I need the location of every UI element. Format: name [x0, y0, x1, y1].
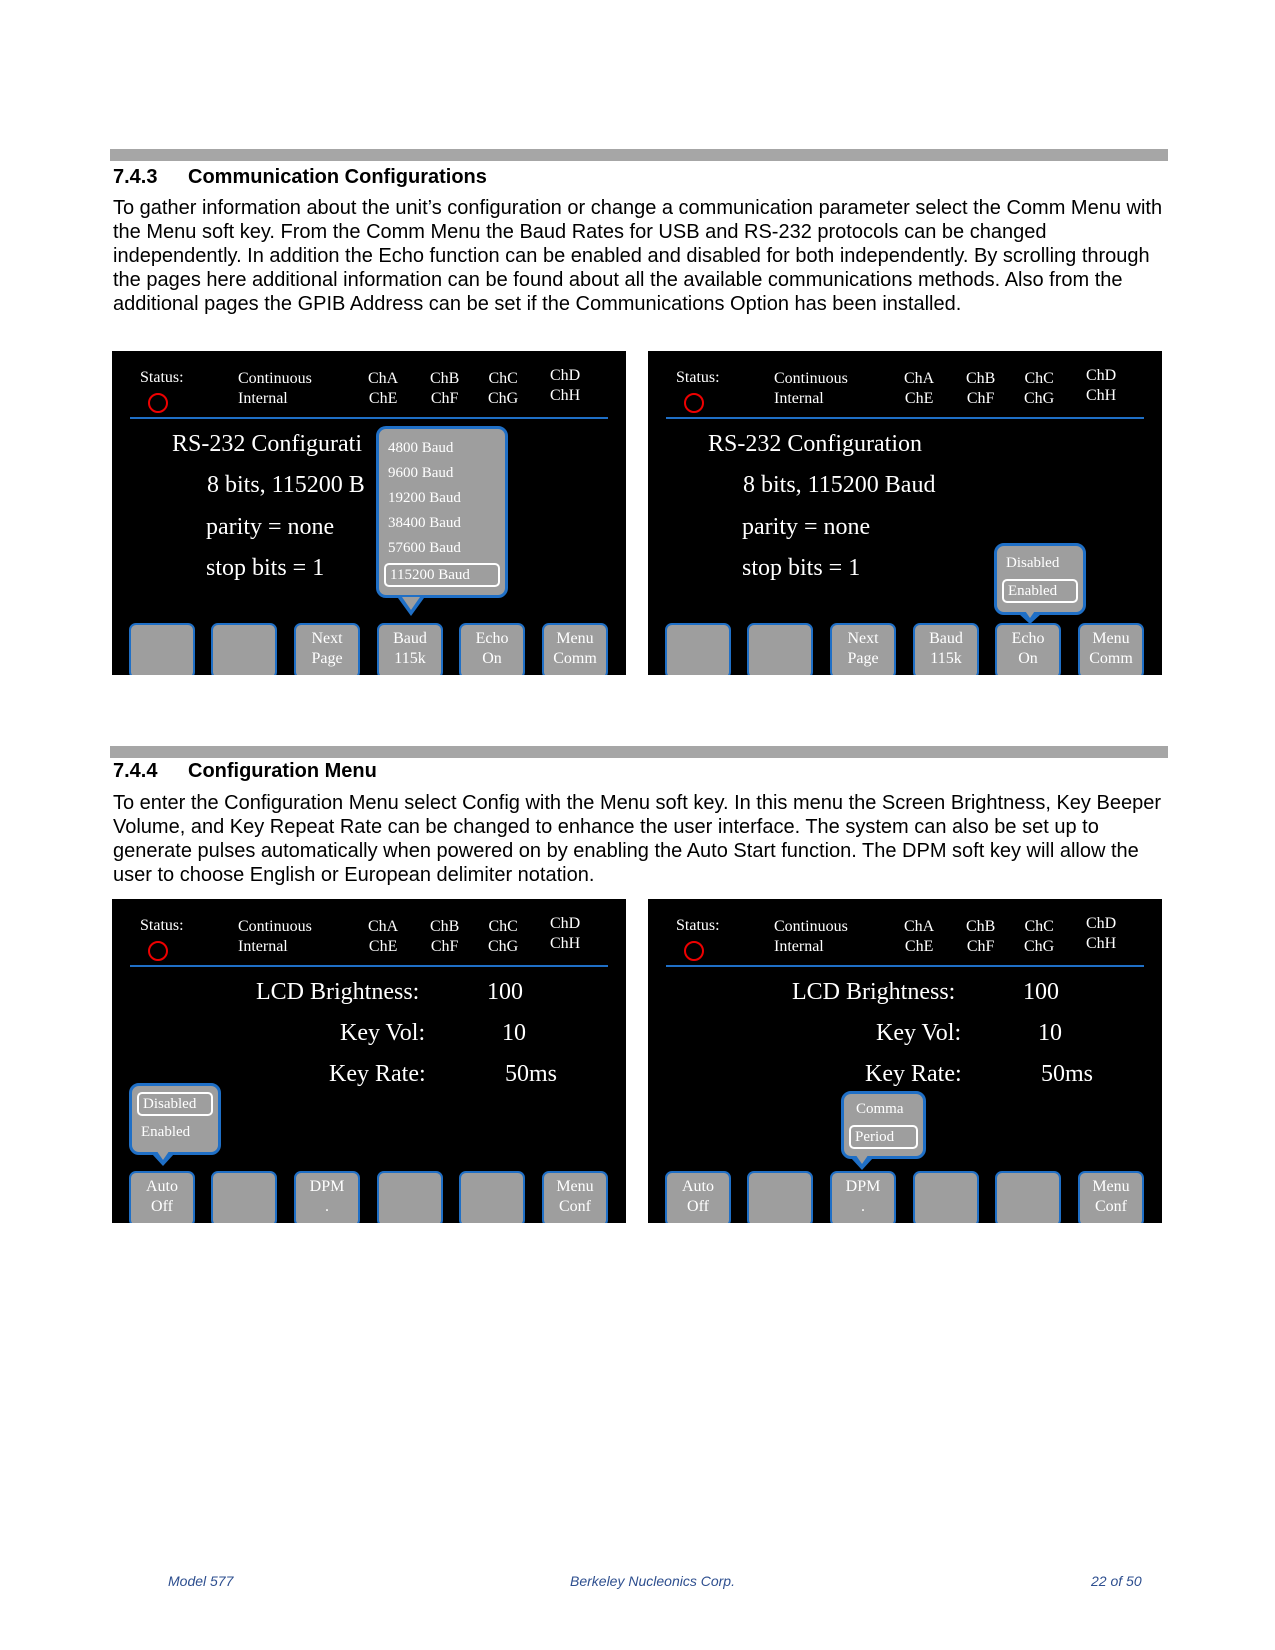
device-screen-comm-baud	[112, 351, 626, 675]
softkey-blank[interactable]	[665, 623, 731, 675]
mode-line: Continuous	[238, 918, 312, 935]
device-screen-conf-dpm	[648, 899, 1162, 1223]
key-vol-label: Key Vol:	[340, 1020, 426, 1046]
softkey-blank[interactable]	[211, 623, 277, 675]
device-screen-conf-auto	[112, 899, 626, 1223]
config-parity: parity = none	[206, 514, 335, 540]
config-title: RS-232 Configurati	[172, 431, 362, 457]
status-label: Status:	[140, 917, 184, 934]
channel-label: ChD ChH	[550, 915, 581, 952]
popup-pointer	[152, 1154, 174, 1166]
mode-line: Continuous	[238, 370, 312, 387]
popup-pointer	[851, 1158, 873, 1170]
status-indicator-icon	[148, 393, 168, 413]
softkey-echo[interactable]: Echo On	[459, 623, 525, 675]
popup-option-selected[interactable]: Period	[849, 1125, 918, 1149]
softkey-echo[interactable]: Echo On	[995, 623, 1061, 675]
softkey-menu[interactable]: Menu Conf	[1078, 1171, 1144, 1223]
channel-label: ChD ChH	[1086, 367, 1117, 404]
popup-option-selected[interactable]: Enabled	[1002, 579, 1078, 603]
popup-option-selected[interactable]: Disabled	[137, 1092, 213, 1116]
section-number: 7.4.4	[113, 760, 158, 782]
popup-option[interactable]: 57600 Baud	[388, 540, 461, 556]
softkey-auto[interactable]: Auto Off	[665, 1171, 731, 1223]
popup-option[interactable]: 38400 Baud	[388, 515, 461, 531]
softkey-blank[interactable]	[129, 623, 195, 675]
echo-popup[interactable]	[994, 543, 1086, 615]
device-screen-comm-echo	[648, 351, 1162, 675]
brightness-value: 100	[1023, 979, 1059, 1005]
softkey-blank[interactable]	[995, 1171, 1061, 1223]
key-vol-value: 10	[1038, 1020, 1062, 1046]
header-separator	[130, 965, 608, 967]
section-title: Configuration Menu	[188, 760, 377, 782]
config-stop-bits: stop bits = 1	[742, 555, 861, 581]
config-stop-bits: stop bits = 1	[206, 555, 325, 581]
softkey-blank[interactable]	[747, 1171, 813, 1223]
status-indicator-icon	[684, 941, 704, 961]
softkey-dpm[interactable]: DPM .	[830, 1171, 896, 1223]
channel-label: ChC ChG	[1024, 370, 1055, 407]
softkey-blank[interactable]	[459, 1171, 525, 1223]
run-mode	[238, 917, 312, 957]
channel-label: ChC ChG	[488, 918, 519, 955]
key-rate-value: 50ms	[1041, 1061, 1094, 1087]
section-divider	[110, 746, 1168, 758]
brightness-value: 100	[487, 979, 523, 1005]
section-body: To gather information about the unit’s configuration or change a communication parameter select the Comm Menu with the Menu soft key. From the Comm Menu the Baud Rates for USB and RS-232 protocols can be changed independently. In addition the Echo function can be enabled and disabled for both independently. By scrolling through the pages here additional information can be found about all the available communications methods. Also from the additional pages the GPIB Address can be set if the Communications Option has been installed.	[113, 197, 1163, 315]
channel-label: ChA ChE	[904, 918, 935, 955]
dpm-popup[interactable]	[841, 1091, 926, 1159]
softkey-menu[interactable]: Menu Conf	[542, 1171, 608, 1223]
popup-option[interactable]: 4800 Baud	[388, 440, 454, 456]
status-label: Status:	[676, 917, 720, 934]
mode-line: Continuous	[774, 918, 848, 935]
softkey-menu[interactable]: Menu Comm	[542, 623, 608, 675]
key-rate-label: Key Rate:	[329, 1061, 426, 1087]
brightness-label: LCD Brightness:	[792, 979, 956, 1005]
footer-model: Model 577	[168, 1573, 234, 1589]
softkey-auto[interactable]: Auto Off	[129, 1171, 195, 1223]
status-indicator-icon	[148, 941, 168, 961]
popup-option[interactable]: Disabled	[1006, 555, 1060, 571]
channel-label: ChB ChF	[966, 370, 996, 407]
softkey-baud[interactable]: Baud 115k	[377, 623, 443, 675]
channel-label: ChC ChG	[1024, 918, 1055, 955]
section-heading	[113, 166, 487, 189]
channel-label: ChA ChE	[368, 918, 399, 955]
config-title: RS-232 Configuration	[708, 431, 922, 457]
section-body: To enter the Configuration Menu select Config with the Menu soft key. In this menu the Screen Brightness, Key Beeper Volume, and Key Repeat Rate can be changed to enhance the user interface. The system can also be set up to generate pulses automatically when powered on by enabling the Auto Start function. The DPM soft key will allow the user to choose English or European delimiter notation.	[113, 792, 1161, 886]
softkey-blank[interactable]	[377, 1171, 443, 1223]
section-number: 7.4.3	[113, 166, 158, 188]
softkey-next-page[interactable]: Next Page	[294, 623, 360, 675]
baud-rate-popup[interactable]	[376, 426, 508, 598]
clock-line: Internal	[238, 390, 288, 407]
header-separator	[130, 417, 608, 419]
footer-page-number: 22 of 50	[1091, 1573, 1142, 1589]
softkey-blank[interactable]	[747, 623, 813, 675]
channel-label: ChC ChG	[488, 370, 519, 407]
key-vol-label: Key Vol:	[876, 1020, 962, 1046]
mode-line: Continuous	[774, 370, 848, 387]
status-label: Status:	[140, 369, 184, 386]
popup-option[interactable]: 19200 Baud	[388, 490, 461, 506]
status-indicator-icon	[684, 393, 704, 413]
channel-label: ChD ChH	[550, 367, 581, 404]
section-heading	[113, 760, 377, 783]
channel-label: ChB ChF	[430, 918, 460, 955]
softkey-blank[interactable]	[211, 1171, 277, 1223]
run-mode	[774, 369, 848, 409]
section-divider	[110, 149, 1168, 161]
header-separator	[666, 965, 1144, 967]
status-label: Status:	[676, 369, 720, 386]
softkey-menu[interactable]: Menu Comm	[1078, 623, 1144, 675]
softkey-dpm[interactable]: DPM .	[294, 1171, 360, 1223]
config-bits: 8 bits, 115200 Baud	[743, 472, 936, 498]
popup-pointer	[398, 598, 424, 616]
softkey-next-page[interactable]: Next Page	[830, 623, 896, 675]
config-bits: 8 bits, 115200 B	[207, 472, 365, 498]
popup-option[interactable]: Comma	[856, 1101, 904, 1117]
popup-option[interactable]: Enabled	[141, 1124, 191, 1140]
key-vol-value: 10	[502, 1020, 526, 1046]
popup-option-selected[interactable]: 115200 Baud	[384, 563, 500, 587]
section-title: Communication Configurations	[188, 166, 487, 188]
brightness-label: LCD Brightness:	[256, 979, 420, 1005]
run-mode	[774, 917, 848, 957]
channel-label: ChD ChH	[1086, 915, 1117, 952]
softkey-baud[interactable]: Baud 115k	[913, 623, 979, 675]
clock-line: Internal	[774, 938, 824, 955]
clock-line: Internal	[238, 938, 288, 955]
auto-start-popup[interactable]	[129, 1083, 221, 1155]
channel-label: ChB ChF	[966, 918, 996, 955]
softkey-blank[interactable]	[913, 1171, 979, 1223]
header-separator	[666, 417, 1144, 419]
clock-line: Internal	[774, 390, 824, 407]
footer-company: Berkeley Nucleonics Corp.	[570, 1573, 735, 1589]
key-rate-value: 50ms	[505, 1061, 558, 1087]
popup-option[interactable]: 9600 Baud	[388, 465, 454, 481]
channel-label: ChA ChE	[368, 370, 399, 407]
channel-label: ChA ChE	[904, 370, 935, 407]
key-rate-label: Key Rate:	[865, 1061, 962, 1087]
run-mode	[238, 369, 312, 409]
channel-label: ChB ChF	[430, 370, 460, 407]
config-parity: parity = none	[742, 514, 871, 540]
